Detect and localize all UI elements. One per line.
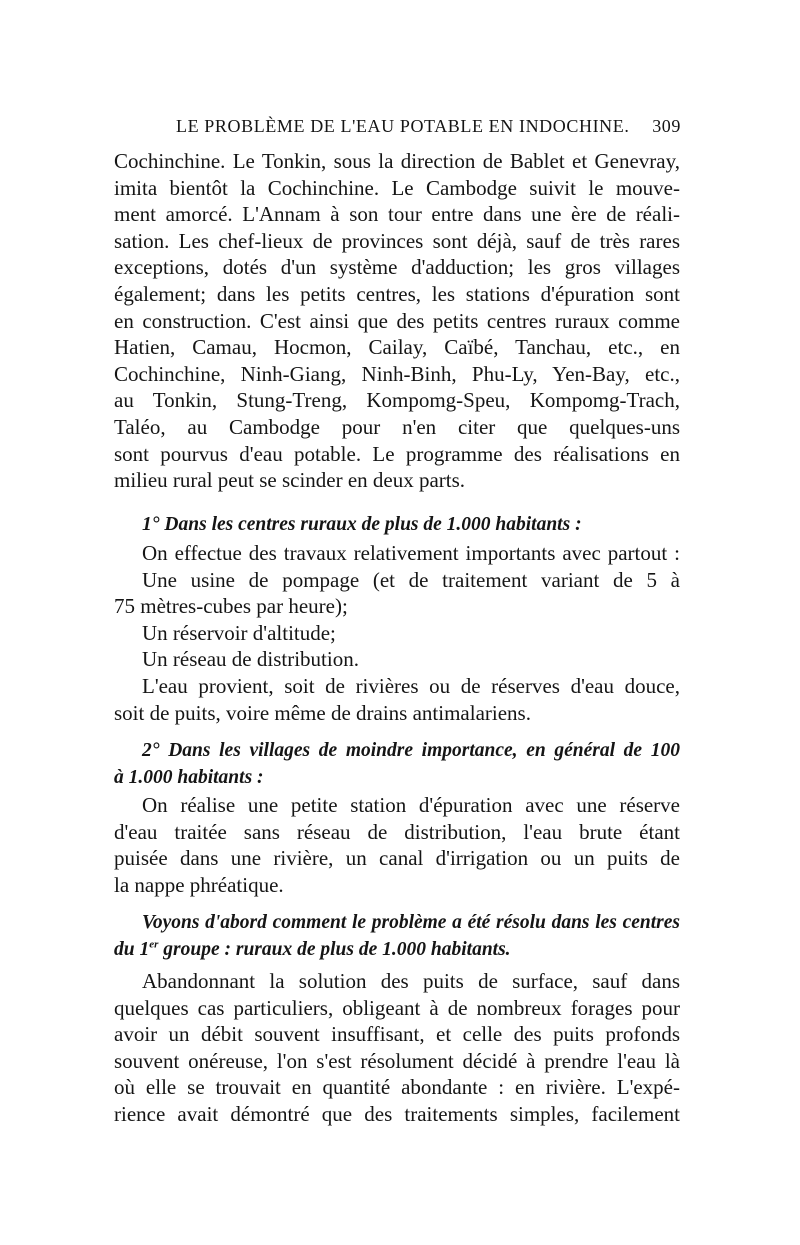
section-2-heading: 2° Dans les villages de moindre importance, en général de 100 à 1.000 habitants : (114, 740, 680, 788)
text-line: L'eau provient, soit de rivières ou de réserves d'eau douce, (142, 673, 680, 698)
text-line: soit de puits, voire même de drains antimalariens. (114, 700, 531, 725)
text-line: où elle se trouvait en quantité abondante : en rivière. L'expé- (114, 1075, 680, 1100)
note-line-2: du 1er groupe : ruraux de plus de 1.000 habitants. (114, 938, 511, 960)
text-line: On effectue des travaux relativement importants avec partout : (142, 541, 680, 565)
text-line: 75 mètres-cubes par heure); (114, 594, 348, 619)
running-header (176, 116, 681, 144)
text-line: On réalise une petite station d'épuration avec une réserve (142, 793, 680, 817)
section-1-heading: 1° Dans les centres ruraux de plus de 1.000 habitants : (142, 514, 582, 535)
text-line: Hatien, Camau, Hocmon, Cailay, Caïbé, Tanchau, etc., en (114, 335, 680, 360)
text-line: sont pourvus d'eau potable. Le programme des réalisations en (114, 441, 680, 466)
text-line: exceptions, dotés d'un système d'adduction; les gros villages (114, 255, 680, 280)
text-line: Un réseau de distribution. (142, 647, 359, 672)
text-line: ment amorcé. L'Annam à son tour entre dans une ère de réali- (114, 202, 680, 227)
text-line: souvent onéreuse, l'on s'est résolument décidé à prendre l'eau là (114, 1048, 680, 1073)
text-line: d'eau traitée sans réseau de distribution, l'eau brute étant (114, 819, 680, 844)
text-line: au Tonkin, Stung-Treng, Kompomg-Speu, Kompomg-Trach, (114, 388, 680, 413)
header-title: LE PROBLÈME DE L'EAU POTABLE EN INDOCHINE. (176, 116, 630, 136)
text-line: en construction. C'est ainsi que des petits centres ruraux comme (114, 308, 680, 333)
text-line: également; dans les petits centres, les stations d'épuration sont (114, 281, 680, 306)
text-line: sation. Les chef-lieux de provinces sont déjà, sauf de très rares (114, 228, 680, 253)
text-line: rience avait démontré que des traitements simples, facilement (114, 1101, 680, 1126)
text-line: Abandonnant la solution des puits de surface, sauf dans (142, 969, 680, 993)
section-2-body (114, 792, 680, 898)
text-line: quelques cas particuliers, obligeant à de nombreux forages pour (114, 995, 680, 1020)
text-line: avoir un débit souvent insuffisant, et celle des puits profonds (114, 1022, 680, 1047)
page-number: 309 (652, 116, 681, 136)
text-line: Cochinchine, Ninh-Giang, Ninh-Binh, Phu-Ly, Yen-Bay, etc., (114, 361, 680, 386)
text-line: puisée dans une rivière, un canal d'irrigation ou un puits de (114, 846, 680, 871)
note-block: Voyons d'abord comment le problème a été résolu dans les centres du 1er groupe : ruraux de plus de 1.000 habitants. (114, 910, 680, 963)
section-1-body (114, 540, 680, 726)
text-line: Taléo, au Cambodge pour n'en citer que quelques-uns (114, 414, 680, 439)
text-line: milieu rural peut se scinder en deux parts. (114, 468, 466, 493)
paragraph-1 (114, 148, 680, 494)
text-line: Cochinchine. Le Tonkin, sous la direction de Bablet et Genevray, (114, 149, 680, 173)
paragraph-final (114, 968, 680, 1128)
text-line: Un réservoir d'altitude; (142, 620, 336, 645)
text-line: la nappe phréatique. (114, 872, 284, 897)
text-line: Une usine de pompage (et de traitement variant de 5 à (142, 567, 680, 592)
text-line: imita bientôt la Cochinchine. Le Cambodge suivit le mouve- (114, 175, 680, 200)
